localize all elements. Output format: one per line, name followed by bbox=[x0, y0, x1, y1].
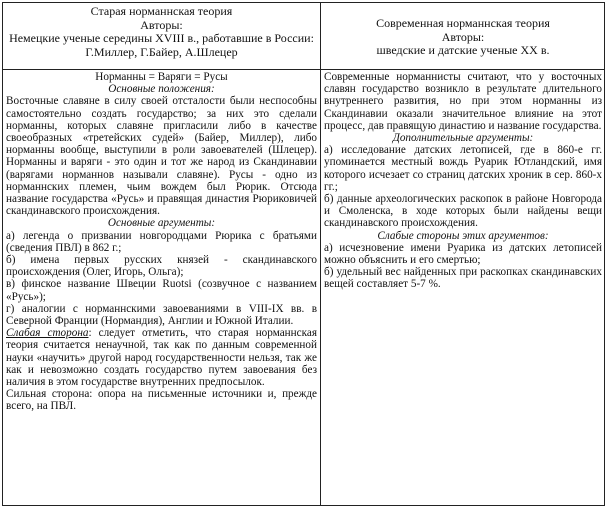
modern-theory-intro: Современные норманнисты считают, что у восточных славян государство возникло в результате длительного внутреннего развития, но при этом норманны из Скандинавии оказали значительное влияние на этот процесс, дав правящую династию и название государства. bbox=[324, 71, 602, 132]
modern-theory-weak-argument: б) удельный вес найденных при раскопках скандинавских вещей составляет 5-7 %. bbox=[324, 266, 602, 291]
column-divider bbox=[320, 3, 321, 505]
old-theory-argument: б) имена первых русских князей - скандинавского происхождения (Олег, Игорь, Ольга); bbox=[6, 254, 317, 279]
modern-theory-extra-argument: а) исследование датских летописей, где в 860-е гг. упоминается местный вождь Руарик Ютландский, имя которого исчезает со страниц датских хроник в сер. 860-х гг.; bbox=[324, 144, 602, 193]
old-theory-title: Старая норманнская теория bbox=[90, 5, 233, 18]
old-theory-authors: Немецкие ученые середины XVIII в., работавшие в России: Г.Миллер, Г.Байер, А.Шлецер bbox=[9, 31, 314, 59]
old-theory-positions-heading: Основные положения: bbox=[108, 83, 215, 96]
old-theory-body bbox=[6, 71, 317, 503]
header-divider bbox=[3, 69, 604, 70]
old-theory-header bbox=[6, 5, 317, 68]
old-theory-strong-side: Сильная сторона: опора на письменные источники и, прежде всего, на ПВЛ. bbox=[6, 388, 317, 413]
modern-theory-authors: шведские и датские ученые XX в. bbox=[376, 43, 550, 57]
old-theory-authors-label: Авторы: bbox=[140, 17, 183, 32]
old-theory-argument: а) легенда о призвании новгородцами Рюрика с братьями (сведения ПВЛ) в 862 г.; bbox=[6, 229, 317, 254]
modern-theory-header bbox=[324, 5, 602, 68]
modern-theory-body bbox=[324, 71, 602, 503]
modern-theory-weak-heading: Слабые стороны этих аргументов: bbox=[377, 229, 549, 242]
old-theory-equation: Норманны = Варяги = Русы bbox=[95, 71, 228, 83]
old-theory-argument: г) аналогии с норманнскими завоеваниями в VIII-IX вв. в Северной Франции (Нормандия), Англии и Южной Италии. bbox=[6, 302, 317, 328]
modern-theory-extra-argument: б) данные археологических раскопок в районе Новгорода и Смоленска, в ходе которых были найдены вещи скандинавского происхождения. bbox=[324, 193, 602, 230]
old-theory-arguments-heading: Основные аргументы: bbox=[107, 217, 216, 230]
comparison-table bbox=[2, 2, 605, 506]
weak-side-text: : следует отметить, что старая норманнская теория считается ненаучной, так как по данным современной науки «научить» другой народ государственности нельзя, так же как и невозможно создать государство путем завоевания без наличия в этом государстве внутренних предпосылок. bbox=[6, 327, 317, 389]
modern-theory-extra-heading: Дополнительные аргументы: bbox=[392, 132, 534, 145]
old-theory-positions-text: Восточные славяне в силу своей отсталости были неспособны самостоятельно создать государство; за них это сделали норманны, которых славяне пригласили либо в качестве своеобразных «третейских судей» (Байер, Миллер), либо норманны вообще, выступили в роли завоевателей (Шлецер). Норманны и варяги - это один и тот же народ из Скандинавии (варягами норманнов называли славяне). Русы - одно из норманнских племен, чьим вождем был Рюрик. Отсюда название государства «Русь» и правящая династия Рюриковичей скандинавского происхождения. bbox=[6, 95, 317, 218]
modern-theory-title: Современная норманнская теория bbox=[376, 16, 550, 30]
modern-theory-authors-label: Авторы: bbox=[441, 29, 485, 44]
modern-theory-weak-argument: а) исчезновение имени Руарика из датских летописей можно объяснить и его смертью; bbox=[324, 241, 602, 267]
weak-side-label: Слабая сторона bbox=[6, 327, 89, 340]
old-theory-weak-side bbox=[6, 327, 317, 388]
old-theory-argument: в) финское название Швеции Ruotsi (созвучное с названием «Русь»); bbox=[6, 278, 317, 303]
